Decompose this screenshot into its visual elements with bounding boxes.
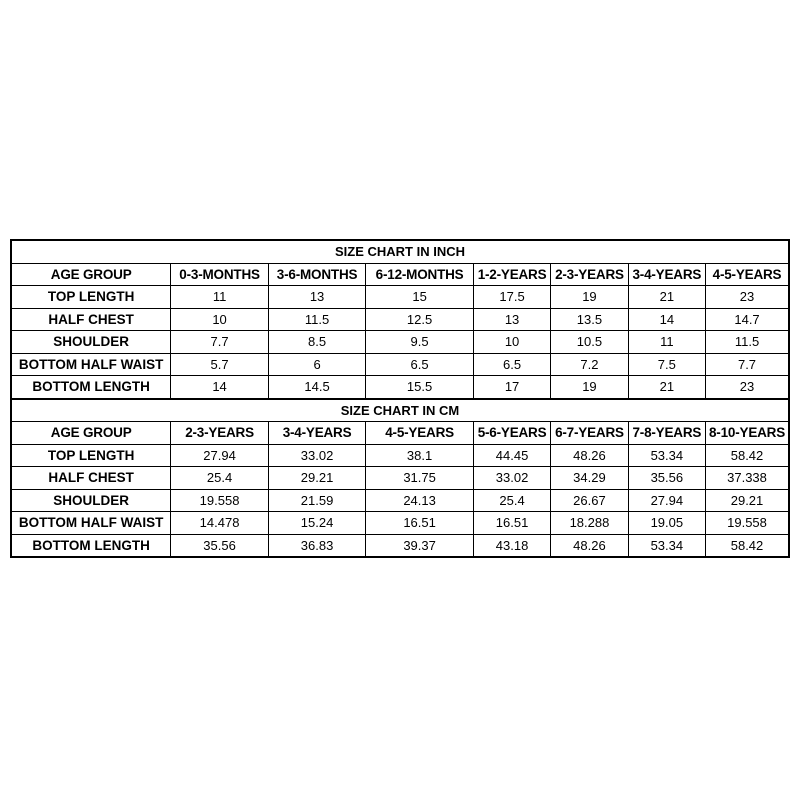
measurement-cell: 8.5 (268, 331, 366, 354)
section-title: SIZE CHART IN INCH (11, 240, 789, 263)
measurement-cell: 10 (171, 308, 269, 331)
age-group-header: AGE GROUP (11, 263, 171, 286)
measurement-cell: 13.5 (551, 308, 628, 331)
column-header: 2-3-YEARS (171, 422, 269, 445)
measurement-cell: 48.26 (551, 534, 628, 557)
column-header: 0-3-MONTHS (171, 263, 269, 286)
row-label: BOTTOM HALF WAIST (11, 353, 171, 376)
measurement-cell: 35.56 (171, 534, 269, 557)
measurement-cell: 33.02 (268, 444, 366, 467)
measurement-cell: 37.338 (706, 467, 789, 490)
measurement-cell: 17.5 (473, 286, 550, 309)
measurement-cell: 18.288 (551, 512, 628, 535)
measurement-cell: 14.478 (171, 512, 269, 535)
row-label: BOTTOM HALF WAIST (11, 512, 171, 535)
measurement-cell: 13 (473, 308, 550, 331)
measurement-cell: 29.21 (268, 467, 366, 490)
row-label: SHOULDER (11, 331, 171, 354)
measurement-cell: 53.34 (628, 534, 705, 557)
header-row (11, 422, 789, 445)
measurement-cell: 35.56 (628, 467, 705, 490)
column-header: 7-8-YEARS (628, 422, 705, 445)
measurement-cell: 33.02 (473, 467, 550, 490)
measurement-cell: 58.42 (706, 534, 789, 557)
table-row (11, 467, 789, 490)
measurement-cell: 58.42 (706, 444, 789, 467)
measurement-cell: 7.7 (706, 353, 789, 376)
column-header: 8-10-YEARS (706, 422, 789, 445)
header-row (11, 263, 789, 286)
measurement-cell: 19 (551, 376, 628, 399)
table-row (11, 489, 789, 512)
measurement-cell: 29.21 (706, 489, 789, 512)
measurement-cell: 6.5 (366, 353, 474, 376)
measurement-cell: 6.5 (473, 353, 550, 376)
size-chart-table (10, 239, 790, 558)
measurement-cell: 23 (706, 376, 789, 399)
table-row (11, 534, 789, 557)
measurement-cell: 7.2 (551, 353, 628, 376)
age-group-header: AGE GROUP (11, 422, 171, 445)
row-label: TOP LENGTH (11, 286, 171, 309)
column-header: 1-2-YEARS (473, 263, 550, 286)
table-row (11, 286, 789, 309)
table-row (11, 331, 789, 354)
measurement-cell: 48.26 (551, 444, 628, 467)
measurement-cell: 39.37 (366, 534, 474, 557)
measurement-cell: 19.558 (171, 489, 269, 512)
measurement-cell: 23 (706, 286, 789, 309)
measurement-cell: 14 (628, 308, 705, 331)
column-header: 6-7-YEARS (551, 422, 628, 445)
measurement-cell: 44.45 (473, 444, 550, 467)
row-label: HALF CHEST (11, 308, 171, 331)
measurement-cell: 6 (268, 353, 366, 376)
measurement-cell: 27.94 (171, 444, 269, 467)
column-header: 3-4-YEARS (628, 263, 705, 286)
column-header: 4-5-YEARS (366, 422, 474, 445)
measurement-cell: 11 (628, 331, 705, 354)
measurement-cell: 36.83 (268, 534, 366, 557)
measurement-cell: 21 (628, 376, 705, 399)
measurement-cell: 25.4 (473, 489, 550, 512)
measurement-cell: 7.5 (628, 353, 705, 376)
section-title-row (11, 240, 789, 263)
row-label: TOP LENGTH (11, 444, 171, 467)
measurement-cell: 16.51 (473, 512, 550, 535)
measurement-cell: 11.5 (706, 331, 789, 354)
measurement-cell: 7.7 (171, 331, 269, 354)
measurement-cell: 27.94 (628, 489, 705, 512)
measurement-cell: 31.75 (366, 467, 474, 490)
column-header: 4-5-YEARS (706, 263, 789, 286)
measurement-cell: 5.7 (171, 353, 269, 376)
measurement-cell: 26.67 (551, 489, 628, 512)
measurement-cell: 14.5 (268, 376, 366, 399)
measurement-cell: 24.13 (366, 489, 474, 512)
measurement-cell: 9.5 (366, 331, 474, 354)
column-header: 6-12-MONTHS (366, 263, 474, 286)
measurement-cell: 15 (366, 286, 474, 309)
measurement-cell: 38.1 (366, 444, 474, 467)
measurement-cell: 14.7 (706, 308, 789, 331)
row-label: BOTTOM LENGTH (11, 376, 171, 399)
measurement-cell: 13 (268, 286, 366, 309)
section-title-row (11, 399, 789, 422)
size-chart-body (11, 240, 789, 557)
measurement-cell: 17 (473, 376, 550, 399)
row-label: SHOULDER (11, 489, 171, 512)
measurement-cell: 11.5 (268, 308, 366, 331)
column-header: 3-4-YEARS (268, 422, 366, 445)
measurement-cell: 10.5 (551, 331, 628, 354)
row-label: HALF CHEST (11, 467, 171, 490)
table-row (11, 444, 789, 467)
table-row (11, 353, 789, 376)
measurement-cell: 34.29 (551, 467, 628, 490)
measurement-cell: 15.24 (268, 512, 366, 535)
measurement-cell: 21 (628, 286, 705, 309)
column-header: 3-6-MONTHS (268, 263, 366, 286)
measurement-cell: 11 (171, 286, 269, 309)
column-header: 5-6-YEARS (473, 422, 550, 445)
measurement-cell: 21.59 (268, 489, 366, 512)
row-label: BOTTOM LENGTH (11, 534, 171, 557)
measurement-cell: 19.05 (628, 512, 705, 535)
measurement-cell: 15.5 (366, 376, 474, 399)
measurement-cell: 12.5 (366, 308, 474, 331)
table-row (11, 376, 789, 399)
measurement-cell: 19.558 (706, 512, 789, 535)
measurement-cell: 10 (473, 331, 550, 354)
measurement-cell: 25.4 (171, 467, 269, 490)
measurement-cell: 53.34 (628, 444, 705, 467)
measurement-cell: 19 (551, 286, 628, 309)
column-header: 2-3-YEARS (551, 263, 628, 286)
measurement-cell: 43.18 (473, 534, 550, 557)
section-title: SIZE CHART IN CM (11, 399, 789, 422)
table-row (11, 512, 789, 535)
measurement-cell: 14 (171, 376, 269, 399)
table-row (11, 308, 789, 331)
measurement-cell: 16.51 (366, 512, 474, 535)
